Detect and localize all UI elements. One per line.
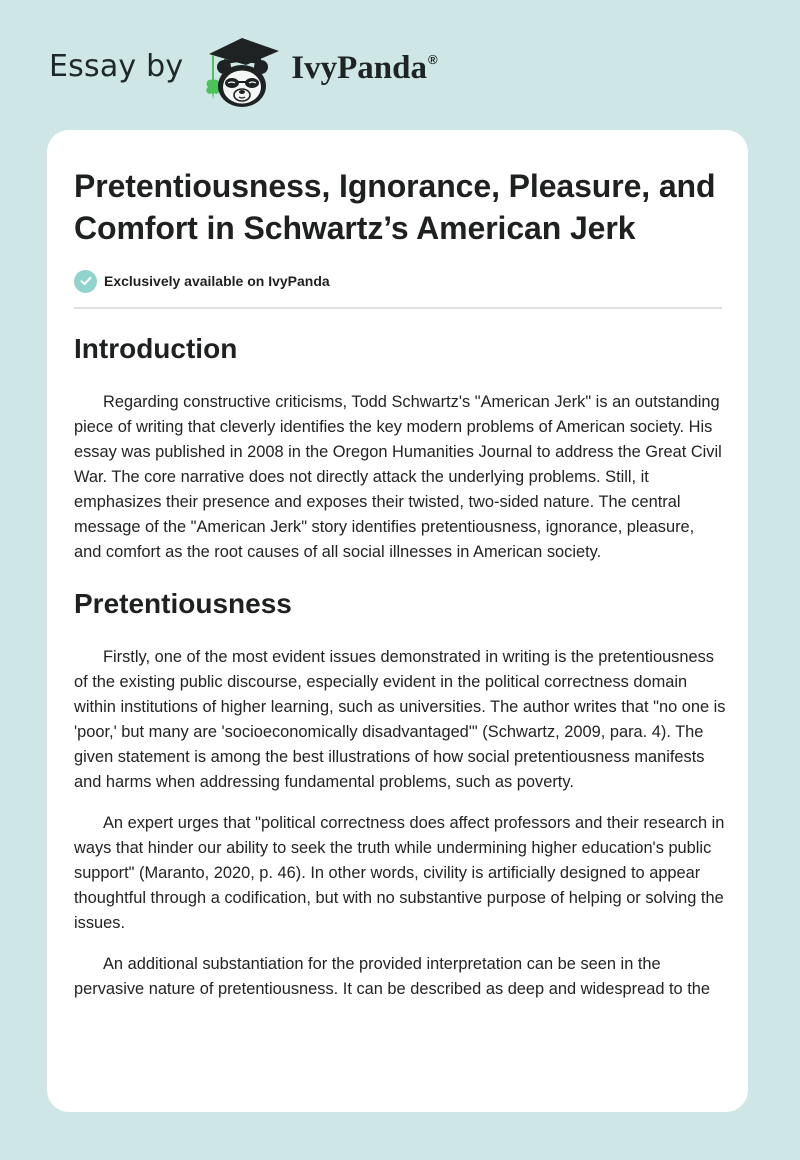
paragraph: Firstly, one of the most evident issues demonstrated in writing is the pretentiousness of the existing public discourse, especially evident in the political correctness domain within institutions of higher learning, such as universities. The author writes that "no one is 'poor,' but many are 'socioeconomically disadvantaged'" (Schwartz, 2009, para. 4). The given statement is among the best illustrations of how social pretentiousness manifests and harms when addressing fundamental problems, such as poverty. (74, 648, 726, 791)
section-heading: Pretentiousness (74, 588, 292, 619)
essay-card (47, 130, 748, 1112)
check-circle-icon (74, 270, 97, 293)
registered-mark: ® (428, 51, 438, 67)
section-pretentiousness (74, 587, 726, 1002)
paragraph: An additional substantiation for the provided interpretation can be seen in the pervasive nature of pretentiousness. It can be described as deep and widespread to the (74, 955, 711, 998)
brand-name-text: IvyPanda (291, 49, 428, 86)
title-divider (74, 307, 722, 309)
section-heading: Introduction (74, 333, 238, 364)
exclusive-badge-text: Exclusively available on IvyPanda (104, 273, 330, 289)
essay-title: Pretentiousness, Ignorance, Pleasure, and Comfort in Schwartz’s American Jerk (74, 168, 716, 246)
site-header (49, 34, 438, 110)
section-introduction (74, 332, 722, 565)
exclusive-badge (74, 269, 722, 293)
brand-name[interactable] (291, 50, 437, 87)
paragraph: Regarding constructive criticisms, Todd Schwartz's "American Jerk" is an outstanding piece of writing that cleverly identifies the key modern problems of American society. His essay was published in 2008 in the Oregon Humanities Journal to address the Great Civil War. The core narrative does not directly attack the underlying problems. Still, it emphasizes their presence and exposes their twisted, two-sided nature. The central message of the "American Jerk" story identifies pretentiousness, ignorance, pleasure, and comfort as the root causes of all social illnesses in American society. (74, 393, 722, 561)
panda-logo-icon[interactable] (199, 34, 285, 110)
essay-by-label: Essay by (49, 48, 184, 84)
paragraph: An expert urges that "political correctness does affect professors and their research in ways that hinder our ability to seek the truth while undermining higher education's public support" (Maranto, 2020, p. 46). In other words, civility is artificially designed to appear thoughtful through a codification, but with no substantive purpose of helping or solving the issues. (74, 814, 725, 932)
